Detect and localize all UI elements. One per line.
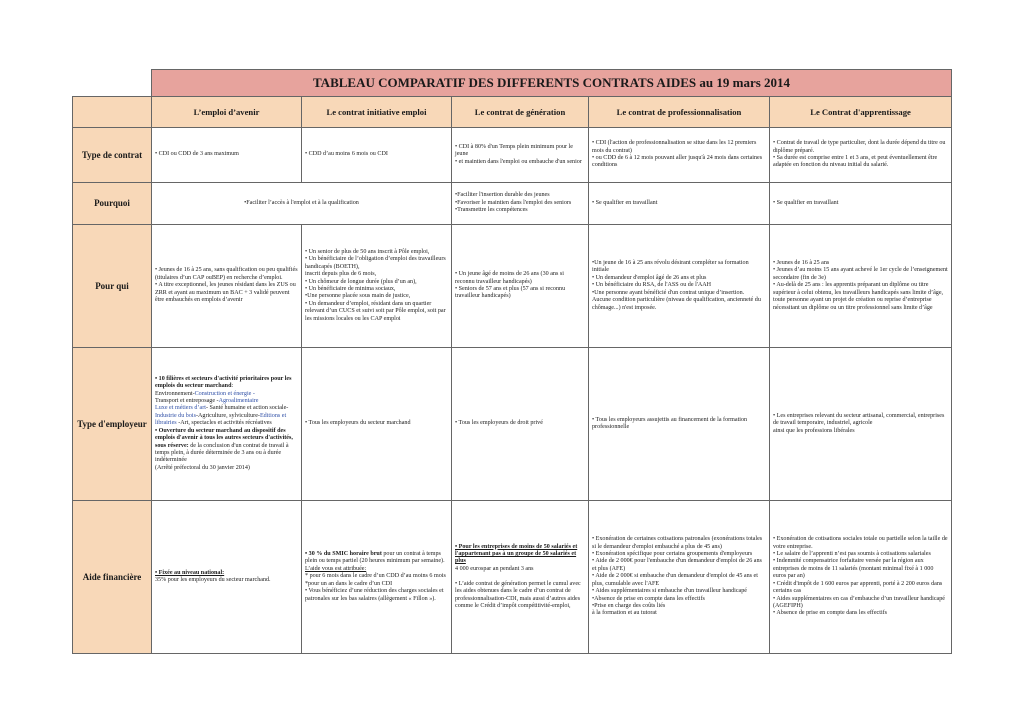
corner-cell (73, 70, 152, 97)
cell-aide-avenir: • Fixée au niveau national: 35% pour les employeurs du secteur marchand. (152, 501, 302, 654)
cell-pourquoi-apprentissage: • Se qualifier en travaillant (770, 183, 952, 225)
cell-type-avenir: • CDI ou CDD de 3 ans maximum (152, 128, 302, 183)
cell-pourquoi-generation: •Faciliter l'insertion durable des jeunes •Favoriser le maintien dans l'emploi des seniors •Transmettre les compétences (452, 183, 589, 225)
table-title: TABLEAU COMPARATIF DES DIFFERENTS CONTRATS AIDES au 19 mars 2014 (152, 70, 952, 97)
comparison-table (72, 69, 952, 654)
cell-pourquoi-pro: • Se qualifier en travaillant (589, 183, 770, 225)
cell-employeur-generation: • Tous les employeurs de droit privé (452, 348, 589, 501)
cell-type-apprentissage: • Contrat de travail de type particulier, dont la durée dépend du titre ou diplôme préparé. • Sa durée est comprise entre 1 et 3 ans, et peut éventuellement être adaptée en fonction du niveau initial du salarié. (770, 128, 952, 183)
header-generation: Le contrat de génération (452, 97, 589, 128)
header-apprentissage: Le Contrat d'apprentissage (770, 97, 952, 128)
table-row-pourquoi (73, 183, 952, 225)
cell-aide-apprentissage: • Exonération de cotisations sociales totale ou partielle selon la taille de votre entreprise. • Le salaire de l’apprenti n’est pas soumis à cotisations salariales • Indemnité compensatrice forfaitaire versée par la région aux entreprises de moins de 11 salariés (montant minimal fixé à 1 000 euros par an) • Crédit d'impôt de 1 600 euros par apprenti, porté à 2 200 euros dans certains cas • Aides supplémentaires en cas d’embauche d’un travailleur handicapé (AGEFIPH) • Absence de prise en compte dans les effectifs (770, 501, 952, 654)
table-row-type-contrat (73, 128, 952, 183)
header-initiative-emploi: Le contrat initiative emploi (302, 97, 452, 128)
row-label-type-contrat: Type de contrat (73, 128, 152, 183)
cell-qui-pro: •Un jeune de 16 à 25 ans révolu désirant compléter sa formation initiale • Un demandeur d'emploi âgé de 26 ans et plus • Un bénéficiaire du RSA, de l'ASS ou de l'AAH •Une personne ayant bénéficié d'un contrat unique d’insertion. Aucune condition particulière (niveau de qualification, ancienneté du chômage...) n'est imposée. (589, 225, 770, 348)
cell-employeur-apprentissage: • Les entreprises relevant du secteur artisanal, commercial, entreprises de travail temporaire, industriel, agricole ainsi que les professions libérales (770, 348, 952, 501)
table-row-pour-qui (73, 225, 952, 348)
cell-employeur-avenir: • 10 filières et secteurs d'activité prioritaires pour les emplois du secteur marchand: Environnement-Construction et énergie - Transport et entreposage -Agroalimentaire Luxe et métiers d’art- Santé humaine et action sociale- Industrie du bois-Agriculture, sylviculture-Editions et librairies -Art, spectacles et activités récréatives • Ouverture du secteur marchand au dispositif des emplois d'avenir à tous les autres secteurs d'activités, sous réserve: de la conclusion d'un contrat de travail à temps plein, à durée déterminée de 3 ans ou à durée indéterminée (Arrêté préfectoral du 30 janvier 2014) (152, 348, 302, 501)
cell-aide-pro: • Exonération de certaines cotisations patronales (exonérations totales si le demandeur d'emploi embauché a plus de 45 ans) • Exonération spécifique pour certains groupements d'employeurs • Aide de 2 000€ pour l'embauche d'un demandeur d'emploi de 26 ans et plus (AFE) • Aide de 2 000€ si embauche d'un demandeur d'emploi de 45 ans et plus, cumulable avec l'AFE • Aides supplémentaires si embauche d'un travailleur handicapé •Absence de prise en compte dans les effectifs •Prise en charge des coûts liés à la formation et au tutorat (589, 501, 770, 654)
cell-type-generation: • CDI à 80% d'un Temps plein minimum pour le jeune • et maintien dans l'emploi ou embauche d'un senior (452, 128, 589, 183)
row-label-pourquoi: Pourquoi (73, 183, 152, 225)
cell-qui-avenir: • Jeunes de 16 à 25 ans, sans qualification ou peu qualifiés (titulaires d’un CAP ouBEP) en recherche d’emploi. • A titre exceptionnel, les jeunes résidant dans les ZUS ou ZRR et ayant au maximum un BAC + 3 validé peuvent être embauchés en emplois d’avenir (152, 225, 302, 348)
cell-type-cie: • CDD d’au moins 6 mois ou CDI (302, 128, 452, 183)
table-row-type-employeur (73, 348, 952, 501)
header-empty (73, 97, 152, 128)
cell-pourquoi-avenir-cie: •Faciliter l’accès à l'emploi et à la qualification (152, 183, 452, 225)
row-label-pour-qui: Pour qui (73, 225, 152, 348)
cell-aide-cie: • 30 % du SMIC horaire brut pour un contrat à temps plein ou temps partiel (20 heures minimum par semaine). L’aide vous est attribuée: * pour 6 mois dans le cadre d’un CDD d’au moins 6 mois *pour un an dans le cadre d’un CDI • Vous bénéficiez d’une réduction des charges sociales et patronales sur les bas salaires (allègement « Fillon »). (302, 501, 452, 654)
cell-employeur-cie: • Tous les employeurs du secteur marchand (302, 348, 452, 501)
row-label-type-employeur: Type d'employeur (73, 348, 152, 501)
cell-qui-apprentissage: • Jeunes de 16 à 25 ans • Jeunes d’au moins 15 ans ayant achevé le 1er cycle de l’enseignement secondaire (fin de 3e) • Au-delà de 25 ans : les apprentis préparant un diplôme ou titre supérieur à celui obtenu, les travailleurs handicapés sans limite d’âge, toute personne ayant un projet de création ou reprise d’entreprise nécessitant un diplôme ou un titre professionnel sans limite d’âge (770, 225, 952, 348)
row-label-aide-financiere: Aide financière (73, 501, 152, 654)
cell-qui-generation: • Un jeune âgé de moins de 26 ans (30 ans si reconnu travailleur handicapés) • Seniors de 57 ans et plus (57 ans si reconnu travailleur handicapés) (452, 225, 589, 348)
cell-employeur-pro: • Tous les employeurs assujettis au financement de la formation professionnelle (589, 348, 770, 501)
cell-type-pro: • CDI (l'action de professionnalisation se situe dans les 12 premiers mois du contrat) • ou CDD de 6 à 12 mois pouvant aller jusqu'à 24 mois dans certaines conditions (589, 128, 770, 183)
cell-aide-generation: • Pour les entreprises de moins de 50 salariés et l'appartenant pas à un groupe de 50 salariés et plus 4 000 eurospar an pendant 3 ans • L’aide contrat de génération permet le cumul avec les aides obtenues dans le cadre d’un contrat de professionnalisation-CDI, mais aussi d’autres aides comme le Crédit d’impôt compétitivité-emploi, (452, 501, 589, 654)
header-row (73, 97, 952, 128)
table-row-aide-financiere (73, 501, 952, 654)
header-emploi-avenir: L’emploi d’avenir (152, 97, 302, 128)
cell-qui-cie: • Un senior de plus de 50 ans inscrit à Pôle emploi, • Un bénéficiaire de l’obligation d’emploi des travailleurs handicapés (BOETH), inscrit depuis plus de 6 mois, • Un chômeur de longue durée (plus d’un an), • Un bénéficiaire de minima sociaux, •Une personne placée sous main de justice, • Un demandeur d’emploi, résidant dans un quartier relevant d’un CUCS et suivi soit par Pôle emploi, soit par les missions locales ou les CAP emploi (302, 225, 452, 348)
header-professionnalisation: Le contrat de professionnalisation (589, 97, 770, 128)
